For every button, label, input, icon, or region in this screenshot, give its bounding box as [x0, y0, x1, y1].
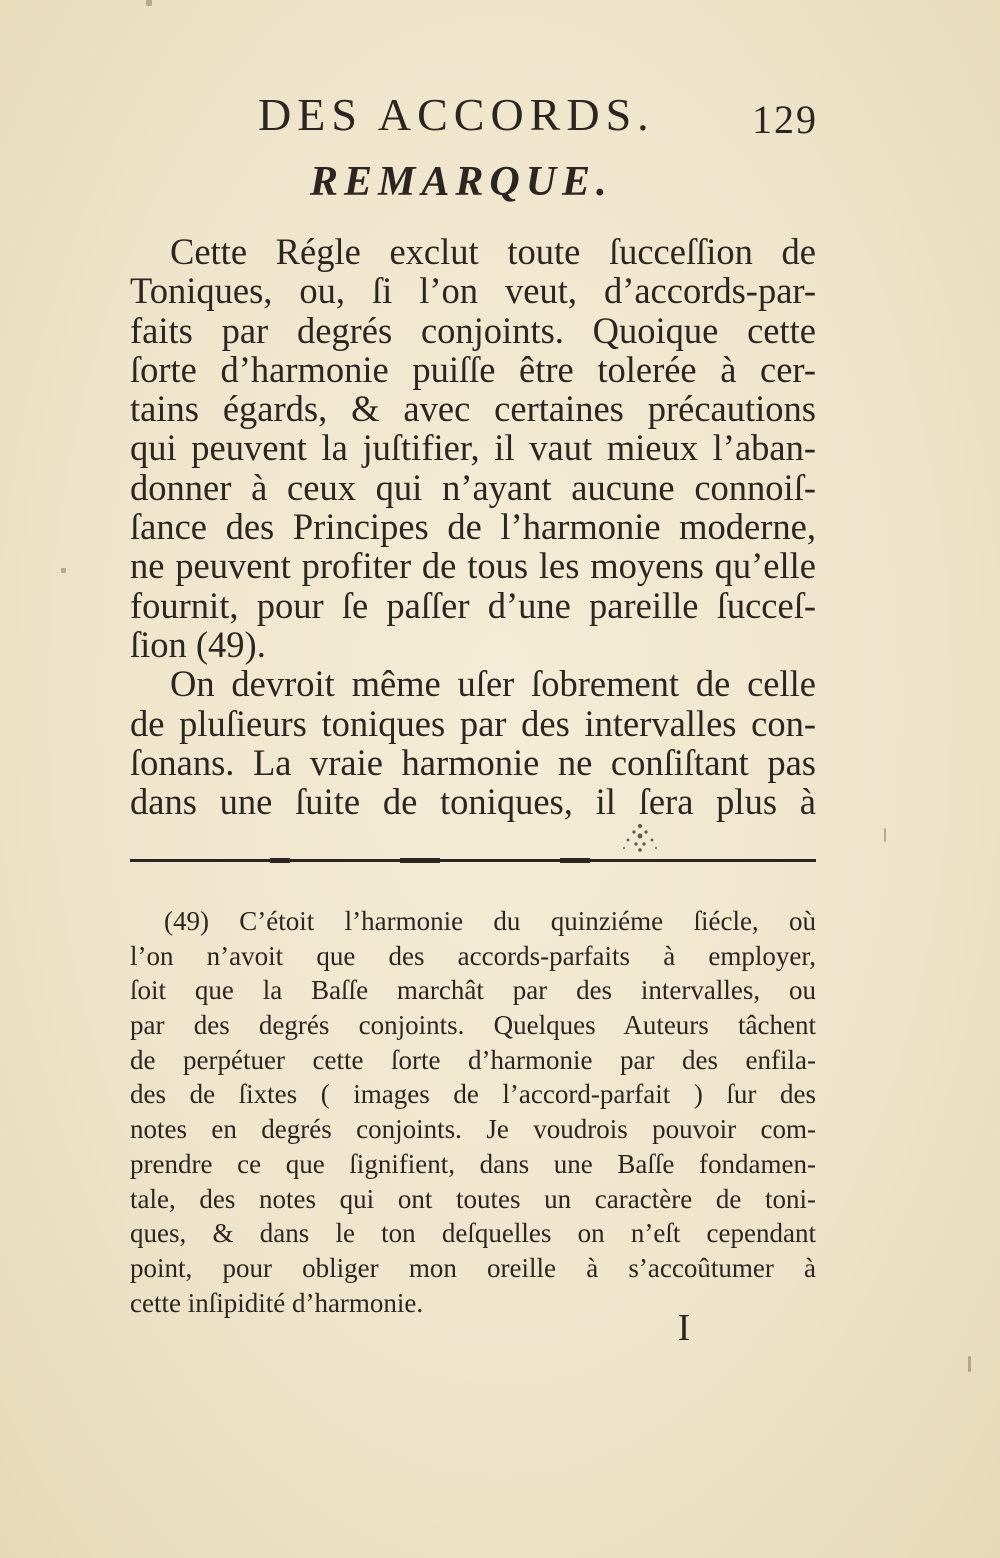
footnote-line: ques, & dans le ton deſquelles on n’eſt cependant — [130, 1218, 816, 1249]
text-line: ſonans. La vraie harmonie ne conſiſtant pas — [130, 741, 816, 783]
body-text — [130, 232, 816, 821]
footnote-line: (49) C’étoit l’harmonie du quinziéme ſiécle, où — [164, 906, 816, 936]
text-line: ne peuvent profiter de tous les moyens qu’elle — [130, 545, 816, 587]
paper-speck — [884, 828, 886, 842]
text-line: de pluſieurs toniques par des intervalles con- — [130, 702, 816, 744]
footnote-line: cette inſipidité d’harmonie. — [130, 1287, 424, 1318]
ornament-icon — [616, 818, 664, 858]
footnote-line: tale, des notes qui ont toutes un caractère de toni- — [130, 1183, 816, 1214]
text-line: On devroit même uſer ſobrement de celle — [170, 663, 816, 705]
footnote-line: prendre ce que ſignifient, dans une Baſſe fondamen- — [130, 1148, 816, 1179]
text-line: ſion (49). — [130, 623, 266, 665]
footnote-line: par des degrés conjoints. Quelques Auteurs tâchent — [130, 1010, 816, 1041]
footnote — [130, 904, 816, 1320]
text-line: tains égards, & avec certaines précautions — [130, 388, 816, 430]
text-line: Toniques, ou, ſi l’on veut, d’accords-par- — [130, 270, 816, 312]
running-title: DES ACCORDS. — [258, 89, 655, 140]
page-number: 129 — [752, 97, 818, 142]
text-line: donner à ceux qui n’ayant aucune connoiſ- — [130, 466, 816, 508]
text-line: faits par degrés conjoints. Quoique cette — [130, 309, 816, 351]
footnote-rule — [130, 858, 816, 864]
text-line: qui peuvent la juſtifier, il vaut mieux l’aban- — [130, 427, 816, 469]
footnote-line: de perpétuer cette ſorte d’harmonie par des enfila- — [130, 1044, 816, 1075]
running-header — [258, 88, 818, 148]
text-line: dans une ſuite de toniques, il ſera plus à — [130, 781, 816, 823]
footnote-line: l’on n’avoit que des accords-parfaits à employer, — [130, 940, 816, 971]
footnote-line: ſoit que la Baſſe marchât par des intervalles, ou — [130, 975, 816, 1006]
footnote-line: point, pour obliger mon oreille à s’accoûtumer à — [130, 1252, 816, 1283]
text-line: Cette Régle exclut toute ſucceſſion de — [170, 231, 816, 272]
text-line: fournit, pour ſe paſſer d’une pareille ſucceſ- — [130, 584, 816, 626]
paper-speck — [61, 568, 66, 573]
footnote-line: des de ſixtes ( images de l’accord-parfait ) ſur des — [130, 1079, 816, 1110]
footnote-line: notes en degrés conjoints. Je voudrois pouvoir com- — [130, 1114, 816, 1145]
text-line: ſance des Principes de l’harmonie moderne, — [130, 506, 816, 548]
text-line: ſorte d’harmonie puiſſe être tolerée à cer- — [130, 348, 816, 390]
section-heading: REMARQUE. — [310, 159, 613, 205]
paper-speck — [146, 0, 152, 6]
paper-speck — [968, 1356, 971, 1372]
signature-mark: I — [677, 1307, 693, 1349]
